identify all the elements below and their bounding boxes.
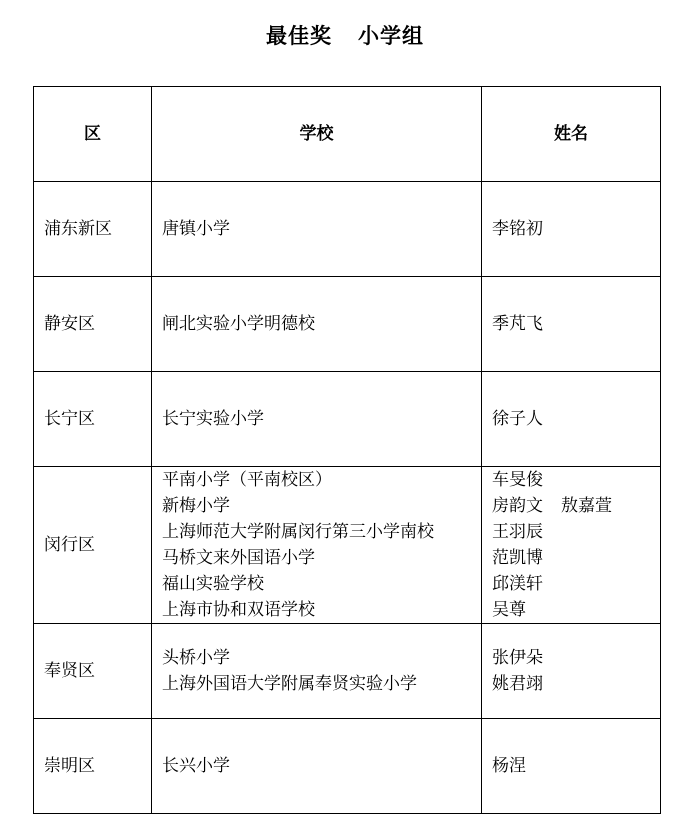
district-cell: 浦东新区: [34, 182, 152, 277]
student-name: 杨涅: [492, 756, 526, 776]
student-name: 季芃飞: [492, 314, 543, 334]
district-cell: 奉贤区: [34, 624, 152, 719]
award-name: 最佳奖: [266, 23, 332, 48]
school-name: 长宁实验小学: [162, 409, 264, 429]
header-district: 区: [34, 87, 152, 182]
header-school: 学校: [152, 87, 482, 182]
school-name: 马桥文来外国语小学: [162, 548, 315, 568]
school-name: 唐镇小学: [162, 219, 230, 239]
student-name-pair: [492, 493, 650, 519]
name-cell: [482, 719, 661, 814]
district-cell: 静安区: [34, 277, 152, 372]
student-name: 张伊朵: [492, 648, 543, 668]
name-cell: [482, 467, 661, 624]
school-name: 平南小学（平南校区）: [162, 470, 332, 490]
student-name: 房韵文: [492, 496, 543, 516]
student-name: 李铭初: [492, 219, 543, 239]
table-row: [34, 719, 661, 814]
student-name: 范凯博: [492, 548, 543, 568]
student-name: 车旻俊: [492, 470, 543, 490]
school-name: 闸北实验小学明德校: [162, 314, 315, 334]
district-cell: 长宁区: [34, 372, 152, 467]
page-title: [0, 20, 690, 50]
school-cell: [152, 467, 482, 624]
school-name: 头桥小学: [162, 648, 230, 668]
header-name: 姓名: [482, 87, 661, 182]
student-name: 徐子人: [492, 409, 543, 429]
school-cell: [152, 719, 482, 814]
school-name: 新梅小学: [162, 496, 230, 516]
student-name: 王羽辰: [492, 522, 543, 542]
school-name: 福山实验学校: [162, 574, 264, 594]
student-name: 敖嘉萱: [561, 496, 612, 516]
school-name: 上海市协和双语学校: [162, 600, 315, 620]
student-name: 邱渼轩: [492, 574, 543, 594]
name-cell: [482, 277, 661, 372]
table-row: [34, 182, 661, 277]
district-cell: 闵行区: [34, 467, 152, 624]
school-cell: [152, 182, 482, 277]
name-cell: [482, 182, 661, 277]
table-row: [34, 372, 661, 467]
school-name: 长兴小学: [162, 756, 230, 776]
district-cell: 崇明区: [34, 719, 152, 814]
name-cell: [482, 372, 661, 467]
awards-table: [33, 86, 661, 814]
header-row: [34, 87, 661, 182]
school-cell: [152, 277, 482, 372]
table-row: [34, 624, 661, 719]
school-name: 上海外国语大学附属奉贤实验小学: [162, 674, 417, 694]
student-name: 吴尊: [492, 600, 526, 620]
group-name: 小学组: [358, 23, 424, 48]
school-name: 上海师范大学附属闵行第三小学南校: [162, 522, 434, 542]
table-row: [34, 277, 661, 372]
school-cell: [152, 624, 482, 719]
name-cell: [482, 624, 661, 719]
student-name: 姚君翊: [492, 674, 543, 694]
school-cell: [152, 372, 482, 467]
table-row: [34, 467, 661, 624]
